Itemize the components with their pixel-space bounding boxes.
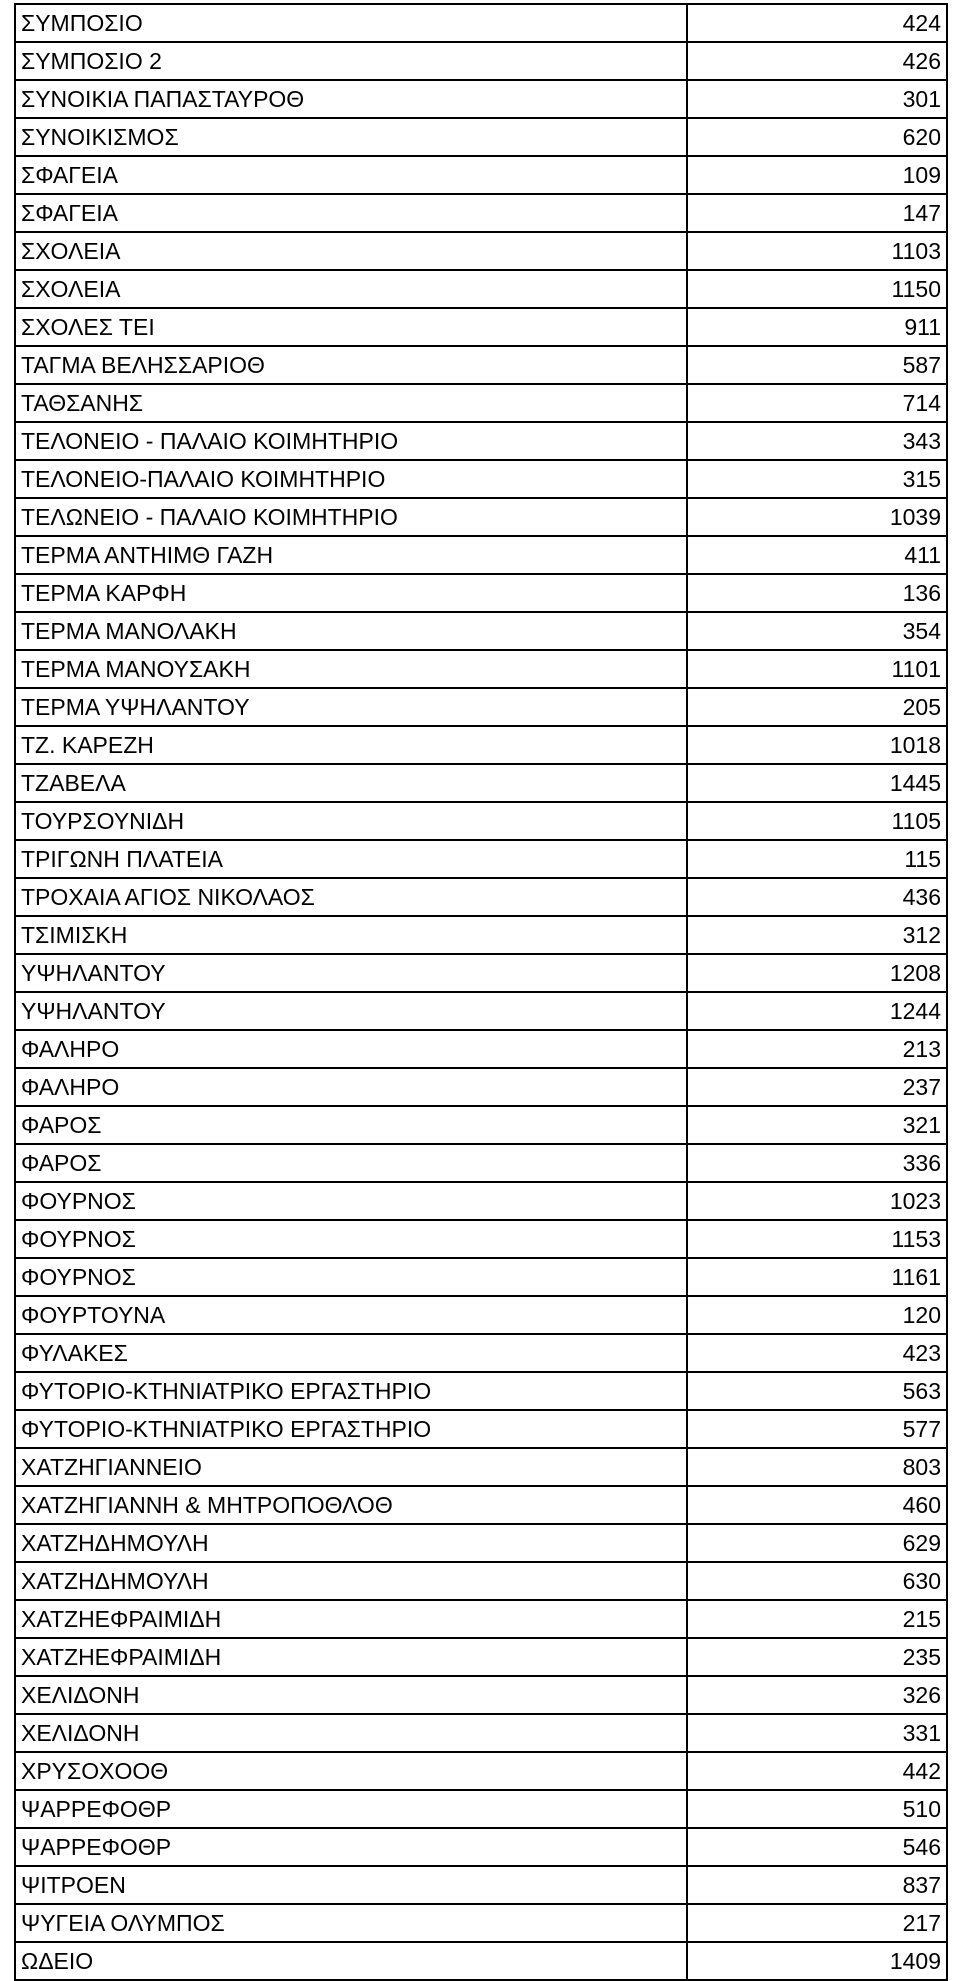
table-row — [15, 1638, 947, 1676]
table-row — [15, 726, 947, 764]
table-row — [15, 954, 947, 992]
stop-name-cell: ΧΡΥΣΟΧΟΟΘ — [15, 1752, 687, 1790]
table-row — [15, 1448, 947, 1486]
stop-code-cell: 1445 — [687, 764, 947, 802]
table-row — [15, 1220, 947, 1258]
stop-name-cell: ΦΥΤΟΡΙΟ-ΚΤΗΝΙΑΤΡΙΚΟ ΕΡΓΑΣΤΗΡΙΟ — [15, 1410, 687, 1448]
table-row — [15, 80, 947, 118]
stop-name-cell: ΦΑΡΟΣ — [15, 1106, 687, 1144]
table-row — [15, 1942, 947, 1980]
stop-code-cell: 629 — [687, 1524, 947, 1562]
table-row — [15, 460, 947, 498]
table-row — [15, 688, 947, 726]
stop-code-cell: 205 — [687, 688, 947, 726]
stop-name-cell: ΣΦΑΓΕΙΑ — [15, 156, 687, 194]
stops-table — [14, 3, 948, 1981]
stop-code-cell: 213 — [687, 1030, 947, 1068]
table-row — [15, 536, 947, 574]
stop-code-cell: 1409 — [687, 1942, 947, 1980]
stop-code-cell: 803 — [687, 1448, 947, 1486]
stop-code-cell: 411 — [687, 536, 947, 574]
table-row — [15, 118, 947, 156]
table-row — [15, 1068, 947, 1106]
stop-name-cell: ΦΟΥΡΝΟΣ — [15, 1220, 687, 1258]
table-row — [15, 1562, 947, 1600]
stop-code-cell: 436 — [687, 878, 947, 916]
stop-code-cell: 215 — [687, 1600, 947, 1638]
stop-name-cell: ΦΑΛΗΡΟ — [15, 1068, 687, 1106]
table-row — [15, 1714, 947, 1752]
stop-name-cell: ΤΣΙΜΙΣΚΗ — [15, 916, 687, 954]
stop-name-cell: ΧΑΤΖΗΔΗΜΟΥΛΗ — [15, 1562, 687, 1600]
table-row — [15, 346, 947, 384]
stop-name-cell: ΣΥΝΟΙΚΙΣΜΟΣ — [15, 118, 687, 156]
table-row — [15, 1334, 947, 1372]
stop-code-cell: 442 — [687, 1752, 947, 1790]
stop-name-cell: ΤΖΑΒΕΛΑ — [15, 764, 687, 802]
stop-name-cell: ΤΕΡΜΑ ΜΑΝΟΛΑΚΗ — [15, 612, 687, 650]
stop-code-cell: 312 — [687, 916, 947, 954]
table-row — [15, 1676, 947, 1714]
table-row — [15, 1866, 947, 1904]
stop-code-cell: 301 — [687, 80, 947, 118]
table-row — [15, 992, 947, 1030]
stop-name-cell: ΦΟΥΡΝΟΣ — [15, 1182, 687, 1220]
stop-name-cell: ΦΟΥΡΤΟΥΝΑ — [15, 1296, 687, 1334]
stop-code-cell: 1150 — [687, 270, 947, 308]
stop-name-cell: ΨΑΡΡΕΦΟΘΡ — [15, 1828, 687, 1866]
table-row — [15, 498, 947, 536]
table-row — [15, 612, 947, 650]
stop-name-cell: ΥΨΗΛΑΝΤΟΥ — [15, 992, 687, 1030]
table-row — [15, 1182, 947, 1220]
stop-code-cell: 837 — [687, 1866, 947, 1904]
stop-name-cell: ΦΟΥΡΝΟΣ — [15, 1258, 687, 1296]
stop-code-cell: 1244 — [687, 992, 947, 1030]
stop-code-cell: 1101 — [687, 650, 947, 688]
stop-name-cell: ΣΥΝΟΙΚΙΑ ΠΑΠΑΣΤΑΥΡΟΘ — [15, 80, 687, 118]
stop-code-cell: 321 — [687, 1106, 947, 1144]
stops-table-body — [15, 4, 947, 1980]
table-row — [15, 1486, 947, 1524]
stop-code-cell: 1161 — [687, 1258, 947, 1296]
table-row — [15, 840, 947, 878]
stop-code-cell: 136 — [687, 574, 947, 612]
table-row — [15, 1524, 947, 1562]
stop-code-cell: 1208 — [687, 954, 947, 992]
stop-code-cell: 343 — [687, 422, 947, 460]
stop-name-cell: ΥΨΗΛΑΝΤΟΥ — [15, 954, 687, 992]
table-row — [15, 916, 947, 954]
stop-name-cell: ΤΑΓΜΑ ΒΕΛΗΣΣΑΡΙΟΘ — [15, 346, 687, 384]
table-row — [15, 42, 947, 80]
stop-code-cell: 326 — [687, 1676, 947, 1714]
stop-name-cell: ΣΥΜΠΟΣΙΟ 2 — [15, 42, 687, 80]
table-row — [15, 232, 947, 270]
stop-code-cell: 109 — [687, 156, 947, 194]
table-row — [15, 1372, 947, 1410]
stop-name-cell: ΨΥΓΕΙΑ ΟΛΥΜΠΟΣ — [15, 1904, 687, 1942]
stop-name-cell: ΣΧΟΛΕΣ ΤΕΙ — [15, 308, 687, 346]
table-row — [15, 1296, 947, 1334]
table-row — [15, 1828, 947, 1866]
table-row — [15, 802, 947, 840]
stop-code-cell: 587 — [687, 346, 947, 384]
stop-code-cell: 120 — [687, 1296, 947, 1334]
stop-code-cell: 1018 — [687, 726, 947, 764]
stop-code-cell: 235 — [687, 1638, 947, 1676]
stop-code-cell: 460 — [687, 1486, 947, 1524]
stop-name-cell: ΨΑΡΡΕΦΟΘΡ — [15, 1790, 687, 1828]
table-row — [15, 194, 947, 232]
stop-code-cell: 354 — [687, 612, 947, 650]
stop-code-cell: 563 — [687, 1372, 947, 1410]
stop-name-cell: ΦΥΛΑΚΕΣ — [15, 1334, 687, 1372]
stop-name-cell: ΦΑΡΟΣ — [15, 1144, 687, 1182]
stop-name-cell: ΦΥΤΟΡΙΟ-ΚΤΗΝΙΑΤΡΙΚΟ ΕΡΓΑΣΤΗΡΙΟ — [15, 1372, 687, 1410]
stop-name-cell: ΤΡΙΓΩΝΗ ΠΛΑΤΕΙΑ — [15, 840, 687, 878]
table-row — [15, 878, 947, 916]
stop-name-cell: ΤΕΡΜΑ ΥΨΗΛΑΝΤΟΥ — [15, 688, 687, 726]
table-row — [15, 1790, 947, 1828]
table-row — [15, 764, 947, 802]
stop-name-cell: ΨΙΤΡΟΕΝ — [15, 1866, 687, 1904]
stop-name-cell: ΧΑΤΖΗΕΦΡΑΙΜΙΔΗ — [15, 1638, 687, 1676]
table-row — [15, 1752, 947, 1790]
stop-code-cell: 115 — [687, 840, 947, 878]
stop-name-cell: ΤΕΡΜΑ ΜΑΝΟΥΣΑΚΗ — [15, 650, 687, 688]
stop-name-cell: ΤΑΘΣΑΝΗΣ — [15, 384, 687, 422]
stop-name-cell: ΣΥΜΠΟΣΙΟ — [15, 4, 687, 42]
stop-name-cell: ΤΡΟΧΑΙΑ ΑΓΙΟΣ ΝΙΚΟΛΑΟΣ — [15, 878, 687, 916]
stop-code-cell: 315 — [687, 460, 947, 498]
stop-code-cell: 714 — [687, 384, 947, 422]
table-row — [15, 4, 947, 42]
stop-code-cell: 331 — [687, 1714, 947, 1752]
table-row — [15, 1258, 947, 1296]
table-row — [15, 156, 947, 194]
stop-code-cell: 1153 — [687, 1220, 947, 1258]
table-row — [15, 1144, 947, 1182]
stop-name-cell: ΦΑΛΗΡΟ — [15, 1030, 687, 1068]
table-row — [15, 422, 947, 460]
stop-name-cell: ΧΕΛΙΔΟΝΗ — [15, 1676, 687, 1714]
stop-code-cell: 336 — [687, 1144, 947, 1182]
table-row — [15, 384, 947, 422]
table-row — [15, 270, 947, 308]
stop-code-cell: 630 — [687, 1562, 947, 1600]
stop-name-cell: ΣΧΟΛΕΙΑ — [15, 270, 687, 308]
table-row — [15, 1106, 947, 1144]
stop-code-cell: 423 — [687, 1334, 947, 1372]
stop-name-cell: ΧΑΤΖΗΕΦΡΑΙΜΙΔΗ — [15, 1600, 687, 1638]
table-row — [15, 1030, 947, 1068]
stop-code-cell: 1103 — [687, 232, 947, 270]
stop-code-cell: 1039 — [687, 498, 947, 536]
table-row — [15, 1904, 947, 1942]
stop-name-cell: ΤΕΛΟΝΕΙΟ-ΠΑΛΑΙΟ ΚΟΙΜΗΤΗΡΙΟ — [15, 460, 687, 498]
stop-name-cell: ΤΕΛΩΝΕΙΟ - ΠΑΛΑΙΟ ΚΟΙΜΗΤΗΡΙΟ — [15, 498, 687, 536]
stop-name-cell: ΧΑΤΖΗΓΙΑΝΝΕΙΟ — [15, 1448, 687, 1486]
stop-name-cell: ΧΑΤΖΗΓΙΑΝΝΗ & ΜΗΤΡΟΠΟΘΛΟΘ — [15, 1486, 687, 1524]
stop-name-cell: ΧΑΤΖΗΔΗΜΟΥΛΗ — [15, 1524, 687, 1562]
table-row — [15, 650, 947, 688]
stop-code-cell: 546 — [687, 1828, 947, 1866]
stop-name-cell: ΤΕΡΜΑ ΚΑΡΦΗ — [15, 574, 687, 612]
stop-name-cell: ΤΕΛΟΝΕΙΟ - ΠΑΛΑΙΟ ΚΟΙΜΗΤΗΡΙΟ — [15, 422, 687, 460]
stop-code-cell: 426 — [687, 42, 947, 80]
stop-name-cell: ΣΧΟΛΕΙΑ — [15, 232, 687, 270]
stop-name-cell: ΣΦΑΓΕΙΑ — [15, 194, 687, 232]
stop-name-cell: ΤΖ. ΚΑΡΕΖΗ — [15, 726, 687, 764]
stop-code-cell: 237 — [687, 1068, 947, 1106]
stop-name-cell: ΤΟΥΡΣΟΥΝΙΔΗ — [15, 802, 687, 840]
stop-code-cell: 620 — [687, 118, 947, 156]
stop-code-cell: 577 — [687, 1410, 947, 1448]
table-row — [15, 308, 947, 346]
table-row — [15, 574, 947, 612]
stop-code-cell: 1105 — [687, 802, 947, 840]
stop-name-cell: ΤΕΡΜΑ ΑΝΤΗΙΜΘ ΓΑΖΗ — [15, 536, 687, 574]
stop-name-cell: ΧΕΛΙΔΟΝΗ — [15, 1714, 687, 1752]
table-row — [15, 1600, 947, 1638]
stop-code-cell: 147 — [687, 194, 947, 232]
table-row — [15, 1410, 947, 1448]
stop-code-cell: 911 — [687, 308, 947, 346]
stop-code-cell: 1023 — [687, 1182, 947, 1220]
stop-code-cell: 217 — [687, 1904, 947, 1942]
stop-code-cell: 510 — [687, 1790, 947, 1828]
stop-name-cell: ΩΔΕΙΟ — [15, 1942, 687, 1980]
stop-code-cell: 424 — [687, 4, 947, 42]
